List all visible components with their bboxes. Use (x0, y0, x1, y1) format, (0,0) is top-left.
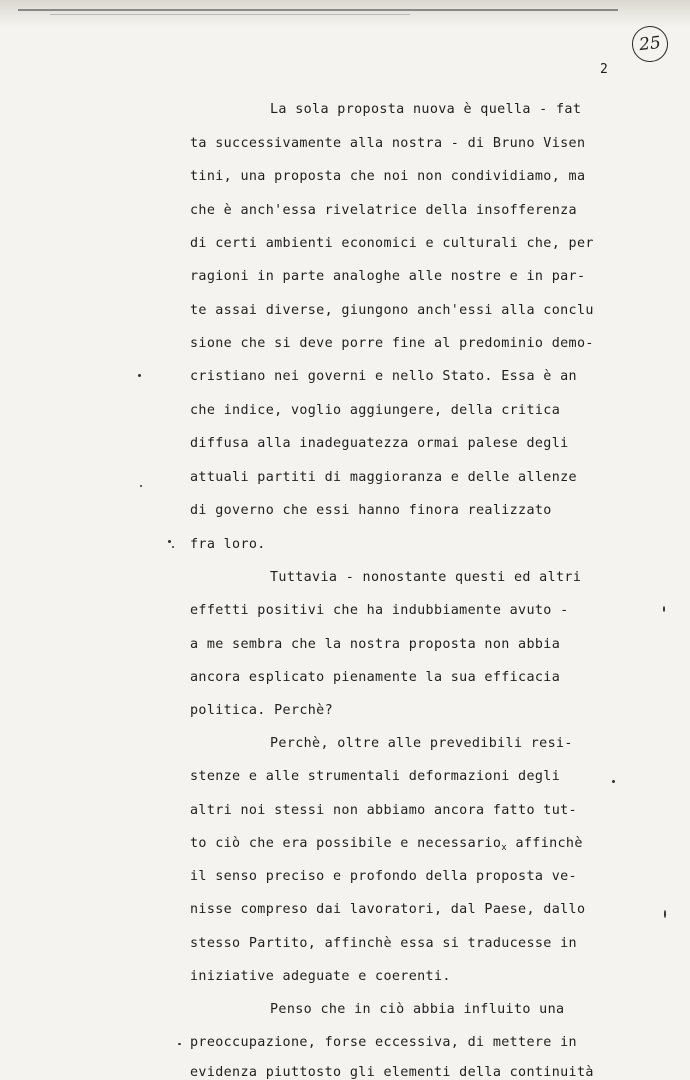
scan-speck (140, 485, 142, 487)
text-line: ancora esplicato pienamente la sua efficacia (190, 670, 561, 685)
archive-number: 25 (638, 32, 662, 56)
text-line: iniziative adeguate e coerenti. (190, 969, 451, 984)
text-line: di certi ambienti economici e culturali che, per (190, 236, 594, 251)
text-line: evidenza piuttosto gli elementi della continuità (190, 1065, 594, 1080)
scan-speck (172, 546, 174, 548)
scan-speck (168, 540, 171, 543)
text-line: Tuttavia - nonostante questi ed altri (270, 570, 582, 585)
text-line: to ciò che era possibile e necessario$_x$ affinchè (190, 836, 583, 853)
text-line: sione che si deve porre fine al predominio demo- (190, 336, 594, 351)
text-line: il senso preciso e profondo della proposta ve- (190, 869, 577, 884)
scan-speck (663, 606, 665, 612)
text-line: ta successivamente alla nostra - di Bruno Visen (190, 136, 586, 151)
text-line: te assai diverse, giungono anch'essi alla conclu (190, 303, 594, 318)
text-line: attuali partiti di maggioranza e delle allenze (190, 470, 577, 485)
text-line: effetti positivi che ha indubbiamente avuto - (190, 603, 569, 618)
text-line: stenze e alle strumentali deformazioni degli (190, 769, 561, 784)
scan-top-rule (18, 9, 618, 11)
scan-speck (138, 374, 141, 377)
text-line: fra loro. (190, 537, 266, 552)
text-line: Penso che in ciò abbia influito una (270, 1002, 565, 1017)
scan-speck (178, 1043, 181, 1045)
text-line: cristiano nei governi e nello Stato. Essa è an (190, 369, 577, 384)
scan-speck (664, 910, 666, 918)
text-line: altri noi stessi non abbiamo ancora fatto tut- (190, 803, 577, 818)
text-line: preoccupazione, forse eccessiva, di mettere in (190, 1035, 577, 1050)
scan-speck (612, 780, 615, 783)
text-line: La sola proposta nuova è quella - fat (270, 102, 582, 117)
text-line: che è anch'essa rivelatrice della insofferenza (190, 203, 577, 218)
text-line: nisse compreso dai lavoratori, dal Paese, dallo (190, 902, 586, 917)
text-line: Perchè, oltre alle prevedibili resi- (270, 736, 573, 751)
text-line: diffusa alla inadeguatezza ormai palese degli (190, 436, 569, 451)
text-line: che indice, voglio aggiungere, della critica (190, 403, 561, 418)
text-line: di governo che essi hanno finora realizzato (190, 503, 552, 518)
text-line: tini, una proposta che noi non condividiamo, ma (190, 169, 586, 184)
text-line: ragioni in parte analoghe alle nostre e in par- (190, 269, 586, 284)
scan-top-rule-faint (50, 14, 410, 15)
page-number: 2 (600, 62, 608, 77)
text-line: stesso Partito, affinchè essa si traducesse in (190, 936, 577, 951)
text-line: politica. Perchè? (190, 703, 334, 718)
archive-number-stamp (630, 24, 670, 64)
text-line: a me sembra che la nostra proposta non abbia (190, 637, 561, 652)
